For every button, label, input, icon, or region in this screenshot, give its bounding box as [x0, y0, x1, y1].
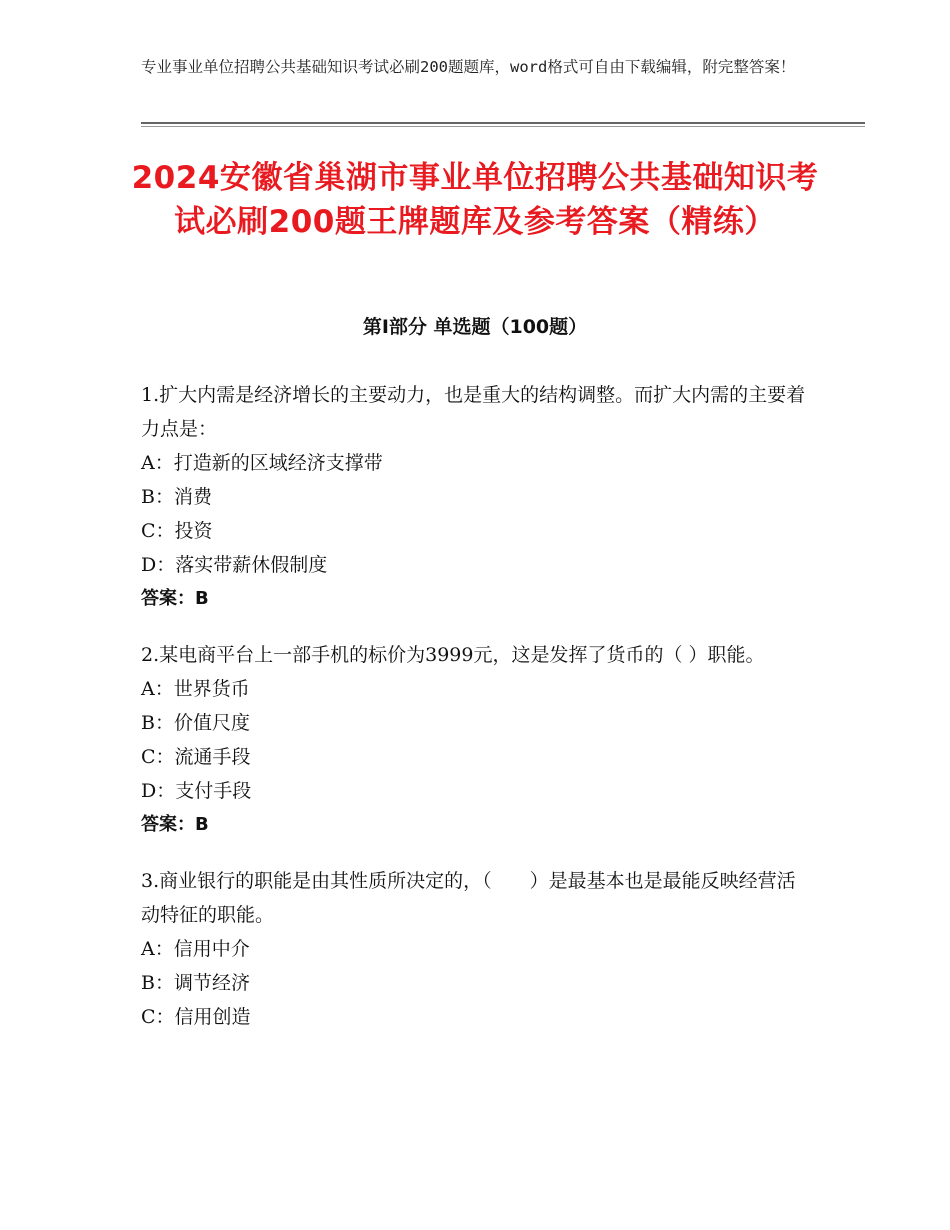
answer-line: 答案：B [141, 814, 209, 835]
answer-line: 答案：B [141, 588, 209, 609]
option-a: A：世界货币 [141, 678, 250, 700]
option-d: D：支付手段 [141, 780, 252, 802]
question-1 [141, 378, 811, 616]
question-3 [141, 864, 811, 1034]
option-b: B：价值尺度 [141, 712, 250, 734]
header-divider [141, 122, 865, 124]
question-stem: 2.某电商平台上一部手机的标价为3999元，这是发挥了货币的（ ）职能。 [141, 644, 765, 666]
option-d: D：落实带薪休假制度 [141, 554, 328, 576]
question-stem: 1.扩大内需是经济增长的主要动力，也是重大的结构调整。而扩大内需的主要着力点是： [141, 384, 806, 440]
option-a: A：打造新的区域经济支撑带 [141, 452, 383, 474]
option-a: A：信用中介 [141, 938, 250, 960]
option-b: B：消费 [141, 486, 212, 508]
option-c: C：投资 [141, 520, 213, 542]
option-b: B：调节经济 [141, 972, 250, 994]
question-list [141, 378, 811, 1056]
question-stem: 3.商业银行的职能是由其性质所决定的，（ ）是最基本也是最能反映经营活动特征的职能。 [141, 870, 796, 926]
section-title: 第Ⅰ部分 单选题（100题） [362, 316, 588, 338]
header-divider-thin [141, 126, 865, 127]
question-2 [141, 638, 811, 842]
option-c: C：流通手段 [141, 746, 251, 768]
header-note: 专业事业单位招聘公共基础知识考试必刷200题题库，word格式可自由下载编辑，附完整答案！ [141, 58, 796, 76]
document-title: 2024安徽省巢湖市事业单位招聘公共基础知识考试必刷200题王牌题库及参考答案（精练） [131, 160, 819, 240]
option-c: C：信用创造 [141, 1006, 251, 1028]
